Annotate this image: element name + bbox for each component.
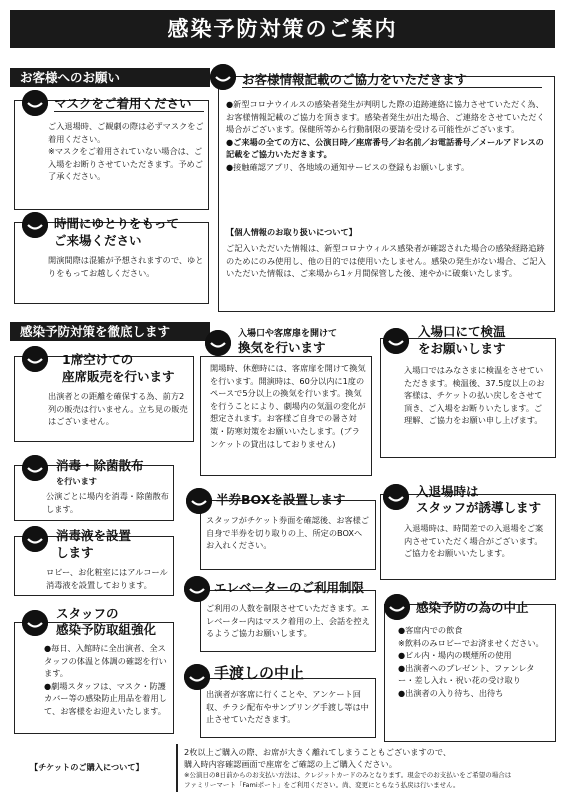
face-icon: [210, 64, 236, 90]
ventilation-pre: 入場口や客席扉を開けて: [238, 329, 338, 339]
face-icon: [22, 212, 48, 238]
halfticket-heading: 半券BOXを設置します: [216, 492, 346, 507]
face-icon: [22, 455, 48, 481]
stop-item: ●客席内での飲食: [398, 625, 463, 635]
time-body: 開演間際は混雑が予想されますので、ゆとりをもってお越しください。: [48, 255, 204, 278]
time-heading: 時間にゆとりをもって: [54, 216, 180, 231]
sanitizer-heading-2: します: [56, 545, 94, 560]
face-icon: [22, 526, 48, 552]
face-icon: [186, 488, 212, 514]
seat-body: 出演者との距離を確保する為、前方2列の販売は行いません。立ち見の販売はございません。: [48, 391, 188, 427]
privacy-body: ご記入いただいた情報は、新型コロナウィルス感染者が確認された場合の感染経路追跡のためにのみ使用し、他の目的では使用いたしません。感染の発生がない場合、ご記入いただいた情報は、ご来場から1ヶ月間保管した後、速やかに破棄いたします。: [226, 243, 546, 279]
face-icon: [383, 484, 409, 510]
halfticket-body: スタッフがチケット券面を確認後、お客様ご自身で半券を切り取りの上、所定のBOXへお入れください。: [206, 515, 370, 551]
seat-heading-2: 座席販売を行います: [62, 369, 175, 384]
ventilation-body: 開場時、休憩時には、客席扉を開けて換気を行います。開演時は、60分以内に1度のペースで5分以上の換気を行います。換気を行うことにより、劇場内の気温の変化が想定されます。お客様ご自身での暑さ対策・防寒対策をお願いいたします。(ブランケットの貸出はしておりません): [210, 363, 366, 449]
page-title: 感染予防対策のご案内: [10, 10, 555, 48]
face-icon: [383, 328, 409, 354]
face-icon: [22, 346, 48, 372]
mask-body: [48, 120, 204, 183]
staff-body-line: ●毎日、入館時に全出演者、全スタッフの体温と体調の確認を行います。: [44, 643, 167, 679]
guide-heading-2: スタッフが誘導します: [416, 500, 542, 515]
ticket-note-1: ※公演日の8日前からのお支払い方法は、クレジットカードのみとなります。現金でのお支払いをご希望の場合は: [184, 771, 512, 779]
section-title-measures: 感染予防対策を徹底します: [10, 322, 210, 341]
disinfect-heading: 消毒・除菌散布: [56, 458, 144, 473]
privacy-title: 【個人情報のお取り扱いについて】: [226, 227, 357, 237]
guide-body: 入退場時は、時間差での入退場をご案内させていただく場合がございます。ご協力をお願いいたします。: [404, 523, 544, 559]
time-heading-2: ご来場ください: [54, 233, 142, 248]
ticket-divider: [176, 744, 178, 792]
mask-heading: マスクをご着用ください: [54, 96, 204, 112]
info-body-line: ●新型コロナウイルスの感染者発生が判明した際の追跡連絡に協力させていただく為、お客様情報記載のご協力を頂きます。感染者発生が出た場合、ご連絡をさせていただく場合がございます。保健所等から行動制限の要請を受ける可能性がございます。: [226, 99, 545, 135]
ventilation-heading: 換気を行います: [238, 340, 326, 355]
section-title-requests: お客様へのお願い: [10, 68, 210, 87]
staff-heading-2: 感染予防取組強化: [56, 622, 157, 637]
handout-body: 出演者が客席に行くことや、アンケート回収、チラシ配布やサンプリング手渡し等は中止させていただきます。: [206, 689, 369, 725]
face-icon: [22, 90, 48, 116]
temperature-heading-2: をお願いします: [418, 341, 506, 356]
stop-item: ※飲料のみロビーでお済ませください。: [398, 637, 544, 648]
staff-body: [44, 642, 170, 718]
stop-item: ●出演者へのプレゼント、ファンレター・差し入れ・祝い花の受け取り: [398, 662, 535, 686]
ticket-label: 【チケットのご購入について】: [30, 762, 144, 772]
elevator-heading: エレベーターのご利用制限: [214, 580, 365, 595]
stop-list: [398, 624, 550, 700]
ticket-line-1: 2枚以上ご購入の際、お席が大きく離れてしまうこともございますので、: [184, 747, 452, 757]
ticket-line-2: 購入時内容確認画面で座席をご確認の上ご購入ください。: [184, 759, 397, 769]
info-body-line: ●ご来場の全ての方に、公演日時／座席番号／お名前／お電話番号／メールアドレスの記載をご協力いただきます。: [226, 136, 544, 160]
sanitizer-heading: 消毒液を設置: [56, 528, 132, 543]
staff-heading: スタッフの: [56, 606, 119, 621]
mask-body-line: ご入退場時、ご観劇の際は必ずマスクをご着用ください。: [48, 121, 204, 144]
info-body-line: ●接触確認アプリ、各地域の通知サービスの登録もお願いします。: [226, 161, 470, 172]
face-icon: [384, 594, 410, 620]
staff-body-line: ●劇場スタッフは、マスク・防護カバー等の感染防止用品を着用して、お客様をお迎えいたします。: [44, 680, 167, 716]
info-body: [226, 98, 548, 174]
guide-heading: 入退場時は: [416, 484, 479, 499]
seat-heading: 1席空けての: [62, 352, 134, 367]
stop-heading: 感染予防の為の中止: [416, 600, 529, 615]
face-icon: [22, 610, 48, 636]
disinfect-body: 公演ごとに場内を消毒・除菌散布します。: [46, 491, 169, 514]
face-icon: [205, 330, 231, 356]
mask-body-line: ※マスクをご着用されていない場合は、ご入場をお断りさせていただきます。予めご了承ください。: [48, 146, 203, 182]
handout-heading: 手渡しの中止: [214, 664, 305, 682]
temperature-heading: 入場口にて検温: [418, 324, 506, 339]
ticket-note-2: ファミリーマート「Famiポート」をご利用ください。尚、変更にともなう払戻は行いません。: [184, 781, 460, 789]
info-heading: お客様情報記載のご協力をいただきます: [242, 72, 542, 88]
elevator-body: ご利用の人数を制限させていただきます。エレベーター内はマスク着用の上、会話を控えるようご協力お願いします。: [206, 603, 370, 639]
stop-item: ●ビル内・場内の喫煙所の使用: [398, 650, 512, 661]
stop-item: ●出演者の入り待ち、出待ち: [398, 687, 504, 698]
temperature-body: 入場口ではみなさまに検温をさせていただきます。検温後、37.5度以上のお客様は、チケットの払い戻しをさせて頂き、ご入場をお断りいたします。ご理解、ご協力をお願い申し上げます。: [404, 365, 545, 426]
disinfect-heading-2: を行います: [56, 476, 97, 486]
face-icon: [184, 664, 210, 690]
face-icon: [184, 576, 210, 602]
sanitizer-body: ロビー、お化粧室にはアルコール消毒液を設置しております。: [46, 567, 168, 590]
